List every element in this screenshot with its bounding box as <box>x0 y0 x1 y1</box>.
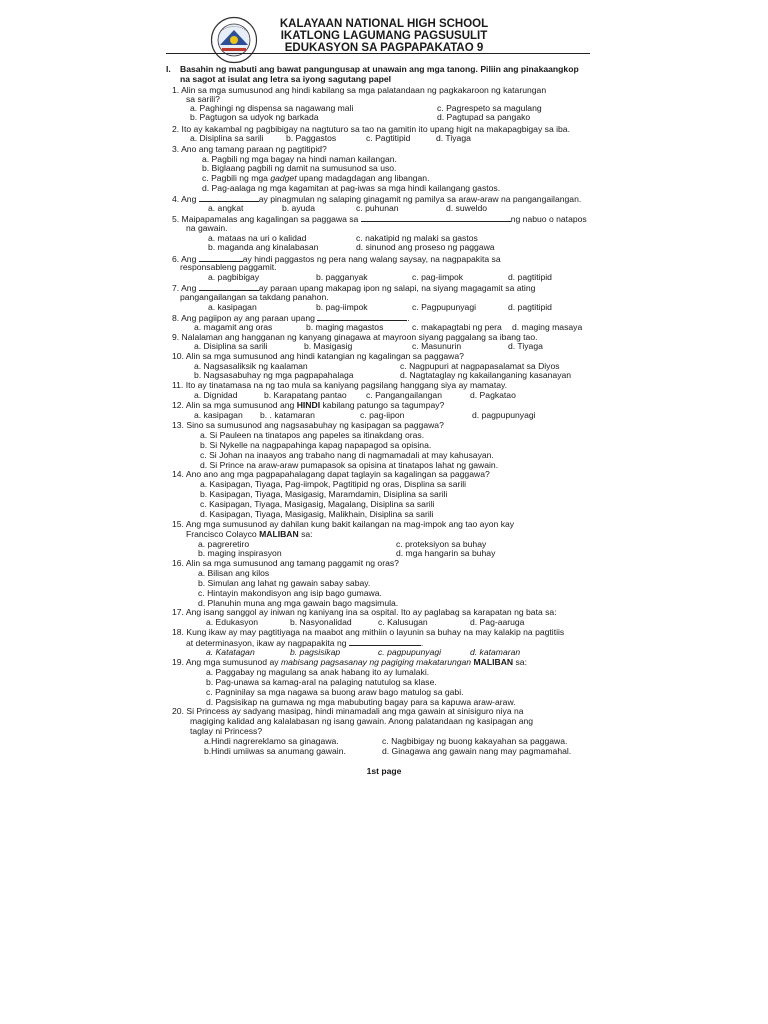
q3-option-d: d. Pag-aalaga ng mga kagamitan at pag-iwas sa mga hindi kailangang gastos. <box>202 183 501 193</box>
q14-option-b: b. Kasipagan, Tiyaga, Masigasig, Maramdamin, Disiplina sa sarili <box>200 489 448 499</box>
question-5-cont: na gawain. <box>186 223 228 233</box>
q19-option-b: b. Pag-unawa sa kamag-aral na palaging natutulog sa klase. <box>206 677 437 687</box>
q19-option-c: c. Pagninilay sa mga nagawa sa buong araw bago matulog sa gabi. <box>206 687 464 697</box>
q13-option-a: a. Si Pauleen na tinatapos ang papeles sa itinakdang oras. <box>200 430 425 440</box>
answer-blank <box>199 193 259 202</box>
answer-blank <box>199 253 243 262</box>
q8-option-d: d. maging masaya <box>512 322 583 332</box>
q14-option-a: a. Kasipagan, Tiyaga, Pag-iimpok, Pagtitipid ng oras, Displina sa sarili <box>200 479 467 489</box>
question-4: 4. Ang ay pinagmulan ng salaping ginagamit ng pamilya sa araw-araw na pangangailangan. <box>172 194 582 204</box>
q20-option-c: c. Nagbibigay ng buong kakayahan sa paggawa. <box>382 736 568 746</box>
q5-option-a: a. mataas na uri o kalidad <box>208 233 307 243</box>
question-20: 20. Si Princess ay sadyang masipag, hindi minamadali ang mga gawain at sinisiguro niya na <box>172 706 524 716</box>
q17-option-c: c. Kalusugan <box>378 617 428 627</box>
q1-option-b: b. Pagtugon sa udyok ng barkada <box>190 112 319 122</box>
question-13: 13. Sino sa sumusunod ang nagsasabuhay ng kasipagan sa paggawa? <box>172 420 444 430</box>
q9-option-a: a. Disiplina sa sarili <box>194 341 268 351</box>
q18-option-b: b. pagsisikap <box>290 647 341 657</box>
question-3: 3. Ano ang tamang paraan ng pagtitipid? <box>172 144 327 154</box>
q9-option-c: c. Masunurin <box>412 341 462 351</box>
q1-option-a: a. Paghingi ng dispensa sa nagawang mali <box>190 103 354 113</box>
question-11: 11. Ito ay tinatamasa na ng tao mula sa kaniyang pagsilang hanggang siya ay mamatay. <box>172 380 508 390</box>
q11-option-a: a. Dignidad <box>194 390 238 400</box>
q10-option-c: c. Nagpupuri at nagpapasalamat sa Diyos <box>400 361 560 371</box>
q5-option-c: c. nakatipid ng malaki sa gastos <box>356 233 478 243</box>
q3-option-c: c. Pagbili ng mga gadget upang madagdagan ang libangan. <box>202 173 430 183</box>
q7-option-d: d. pagtitipid <box>508 302 552 312</box>
q2-option-c: c. Pagtitipid <box>366 133 411 143</box>
q10-option-b: b. Nagsasabuhay ng mga pagpapahalaga <box>194 370 354 380</box>
q17-option-a: a. Edukasyon <box>206 617 259 627</box>
q13-option-b: b. Si Nykelle na nagpapahinga kapag napapagod sa opisina. <box>200 440 432 450</box>
q13-option-c: c. Si Johan na inaayos ang trabaho nang di nagmamadali at may kahusayan. <box>200 450 494 460</box>
question-1-cont: sa sarili? <box>186 94 220 104</box>
q1-option-d: d. Pagtupad sa pangako <box>437 112 531 122</box>
q15-option-d: d. mga hangarin sa buhay <box>396 548 496 558</box>
question-15-cont: Francisco Colayco MALIBAN sa: <box>186 529 313 539</box>
question-18-cont: at determinasyon, ikaw ay nagpapakita ng . <box>186 638 424 648</box>
q19-option-d: d. Pagsisikap na gumawa ng mga mabubuting bagay para sa kapuwa araw-araw. <box>206 697 516 707</box>
q18-option-c: c. pagpupunyagi <box>378 647 442 657</box>
q3-option-b: b. Biglaang pagbili ng damit na sumusunod sa uso. <box>202 163 397 173</box>
q9-option-b: b. Masigasig <box>304 341 353 351</box>
q5-option-d: d. sinunod ang proseso ng paggawa <box>356 242 495 252</box>
answer-blank <box>317 312 407 321</box>
q1-option-c: c. Pagrespeto sa magulang <box>437 103 542 113</box>
q15-option-c: c. proteksiyon sa buhay <box>396 539 487 549</box>
question-6-cont: responsableng paggamit. <box>180 262 277 272</box>
q6-option-d: d. pagtitipid <box>508 272 552 282</box>
q2-option-b: b. Paggastos <box>286 133 337 143</box>
q10-option-a: a. Nagsasaliksik ng kaalaman <box>194 361 308 371</box>
q16-option-d: d. Planuhin muna ang mga gawain bago magsimula. <box>198 598 399 608</box>
q14-option-d: d. Kasipagan, Tiyaga, Masigasig, Malikhain, Disiplina sa sarili <box>200 509 434 519</box>
q11-option-d: d. Pagkatao <box>470 390 516 400</box>
q4-option-d: d. suweldo <box>446 203 488 213</box>
q12-option-c: c. pag-iipon <box>360 410 405 420</box>
q15-option-b: b. maging inspirasyon <box>198 548 282 558</box>
question-10: 10. Alin sa mga sumusunod ang hindi katangian ng kagalingan sa paggawa? <box>172 351 464 361</box>
q20-option-a: a.Hindi nagrereklamo sa ginagawa. <box>204 736 339 746</box>
q5-option-b: b. maganda ang kinalabasan <box>208 242 319 252</box>
subject-title: EDUKASYON SA PAGPAPAKATAO 9 <box>284 42 484 54</box>
q7-option-a: a. kasipagan <box>208 302 257 312</box>
q11-option-b: b. Karapatang pantao <box>264 390 347 400</box>
question-2: 2. Ito ay kakambal ng pagbibigay na nagtuturo sa tao na gamitin ito upang higit na makapagbigay sa iba. <box>172 124 570 134</box>
answer-blank <box>199 282 259 291</box>
q12-option-b: b. . katamaran <box>260 410 315 420</box>
q7-option-c: c. Pagpupunyagi <box>412 302 477 312</box>
page-footer: 1st page <box>366 766 402 776</box>
q8-option-a: a. magamit ang oras <box>194 322 273 332</box>
q12-option-a: a. kasipagan <box>194 410 243 420</box>
header-divider <box>166 53 590 54</box>
question-19: 19. Ang mga sumusunod ay mabisang pagsasanay ng pagiging makatarungan MALIBAN sa: <box>172 657 527 667</box>
answer-blank <box>349 637 421 646</box>
question-8: 8. Ang pagiipon ay ang paraan upang . <box>172 313 410 323</box>
q13-option-d: d. Si Prince na araw-araw pumapasok sa opisina at tinatapos lahat ng gawain. <box>200 460 499 470</box>
q4-option-c: c. puhunan <box>356 203 399 213</box>
q8-option-c: c. makapagtabi ng pera <box>412 322 502 332</box>
question-7: 7. Ang ay paraan upang makapag ipon ng salapi, na siyang magagamit sa ating <box>172 283 536 293</box>
question-5: 5. Maipapamalas ang kagalingan sa paggawa sa ng nabuo o natapos <box>172 214 587 224</box>
q16-option-b: b. Simulan ang lahat ng gawain sabay sabay. <box>198 578 371 588</box>
question-17: 17. Ang isang sanggol ay iniwan ng kaniyang ina sa ospital. Ito ay paglabag sa karapatan ng bata sa: <box>172 607 557 617</box>
q6-option-c: c. pag-iimpok <box>412 272 464 282</box>
exam-title: IKATLONG LAGUMANG PAGSUSULIT <box>280 30 488 42</box>
question-20-cont-1: magiging kalidad ang kalalabasan ng isang gawain. Anong palatandaan ng kasipagan ang <box>190 716 534 726</box>
question-12: 12. Alin sa mga sumusunod ang HINDI kabilang patungo sa tagumpay? <box>172 400 445 410</box>
q16-option-a: a. Bilisan ang kilos <box>198 568 270 578</box>
question-9: 9. Nalalaman ang hangganan ng kanyang ginagawa at mayroon siyang paggalang sa ibang tao. <box>172 332 538 342</box>
question-1: 1. Alin sa mga sumusunod ang hindi kabilang sa mga palatandaan ng pagkakaroon ng katarungan <box>172 85 547 95</box>
q4-option-a: a. angkat <box>208 203 244 213</box>
q12-option-d: d. pagpupunyagi <box>472 410 536 420</box>
q20-option-b: b.Hindi umiiwas sa anumang gawain. <box>204 746 346 756</box>
q18-option-d: d. katamaran <box>470 647 521 657</box>
question-20-cont-2: taglay ni Princess? <box>190 726 263 736</box>
q11-option-c: c. Pangangailangan <box>366 390 442 400</box>
question-7-cont: pangangailangan sa takdang panahon. <box>180 292 329 302</box>
question-15: 15. Ang mga sumusunod ay dahilan kung bakit kailangan na mag-impok ang tao ayon kay <box>172 519 515 529</box>
q6-option-a: a. pagbibigay <box>208 272 260 282</box>
question-6: 6. Ang ay hindi paggastos ng pera nang walang saysay, na nagpapakita sa <box>172 254 501 264</box>
question-14: 14. Ano ano ang mga pagpapahalagang dapat taglayin sa kagalingan sa paggawa? <box>172 469 490 479</box>
q4-option-b: b. ayuda <box>282 203 315 213</box>
q8-option-b: b. maging magastos <box>306 322 384 332</box>
q16-option-c: c. Hintayin makondisyon ang isip bago gumawa. <box>198 588 382 598</box>
instructions-line-2: na sagot at isulat ang letra sa iyong sagutang papel <box>180 74 392 84</box>
q3-option-a: a. Pagbili ng mga bagay na hindi naman kailangan. <box>202 154 397 164</box>
q9-option-d: d. Tiyaga <box>508 341 543 351</box>
q10-option-d: d. Nagtataglay ng kakailanganing kasanayan <box>400 370 572 380</box>
q14-option-c: c. Kasipagan, Tiyaga, Masigasig, Magalang, Disiplina sa sarili <box>200 499 435 509</box>
answer-blank <box>361 213 511 222</box>
school-name: KALAYAAN NATIONAL HIGH SCHOOL <box>279 18 489 30</box>
q6-option-b: b. pagganyak <box>316 272 368 282</box>
q20-option-d: d. Ginagawa ang gawain nang may pagmamahal. <box>382 746 572 756</box>
q15-option-a: a. pagreretiro <box>198 539 250 549</box>
instructions-line-1: Basahin ng mabuti ang bawat pangungusap at unawain ang mga tanong. Piliin ang pinakaangkop <box>180 64 579 74</box>
q7-option-b: b. pag-iimpok <box>316 302 368 312</box>
q19-option-a: a. Paggabay ng magulang sa anak habang ito ay lumalaki. <box>206 667 430 677</box>
q18-option-a: a. Katatagan <box>206 647 255 657</box>
question-18: 18. Kung ikaw ay may pagtitiyaga na maabot ang mithiin o layunin sa buhay na may kalakip na pagtitiis <box>172 627 565 637</box>
q17-option-b: b. Nasyonalidad <box>290 617 352 627</box>
q2-option-a: a. Disiplina sa sarili <box>190 133 264 143</box>
question-16: 16. Alin sa mga sumusunod ang tamang paggamit ng oras? <box>172 558 399 568</box>
q17-option-d: d. Pag-aaruga <box>470 617 525 627</box>
q2-option-d: d. Tiyaga <box>436 133 471 143</box>
instructions-number: I. <box>166 64 171 74</box>
school-seal-logo <box>210 16 258 64</box>
